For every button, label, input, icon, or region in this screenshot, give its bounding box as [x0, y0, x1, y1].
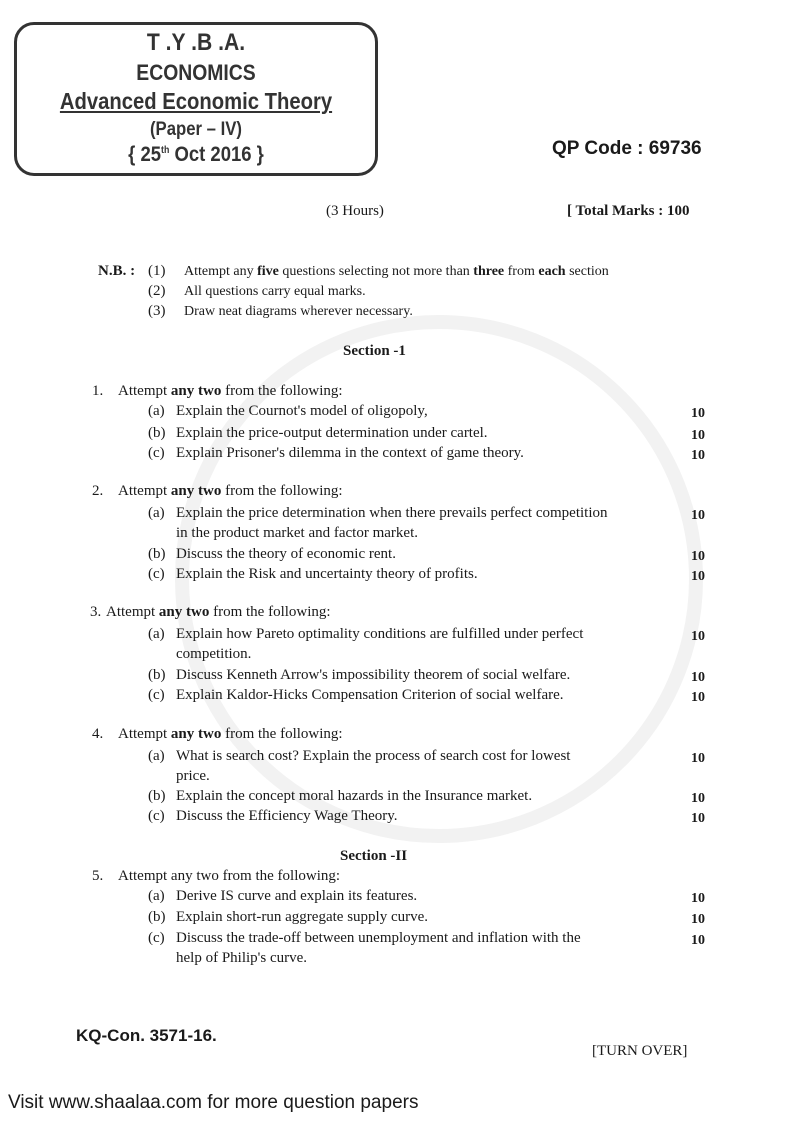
marks: 10: [691, 508, 705, 523]
instruction-part: Attempt: [118, 726, 171, 742]
marks: 10: [691, 549, 705, 564]
question-number: 3.: [90, 604, 102, 620]
instruction-part: any two: [170, 383, 222, 399]
turn-over: [TURN OVER]: [592, 1043, 688, 1059]
sub-question-label: (a): [148, 403, 165, 419]
instruction-part: Attempt any two from the following:: [118, 868, 341, 884]
section-title: Section -II: [340, 848, 408, 864]
paper-title: Advanced Economic Theory: [59, 88, 333, 114]
sub-question-text: What is search cost? Explain the process of search cost for lowest: [176, 748, 571, 764]
question-number: 5.: [92, 868, 104, 884]
sub-question-label: (b): [148, 909, 166, 925]
sub-question-label: (b): [148, 546, 166, 562]
sub-question-label: (a): [148, 748, 165, 764]
exam-date-day: { 25: [128, 143, 162, 166]
marks: 10: [691, 891, 705, 906]
sub-question-text: Discuss the Efficiency Wage Theory.: [176, 808, 398, 824]
sub-question-label: (c): [148, 566, 165, 582]
sub-question-text: help of Philip's curve.: [176, 950, 308, 966]
sub-question-text: Explain the price determination when there prevails perfect competition: [176, 505, 608, 521]
sub-question-text: Explain the Risk and uncertainty theory of profits.: [176, 566, 478, 582]
sub-question-text: competition.: [176, 646, 252, 662]
sub-question-text: in the product market and factor market.: [176, 525, 418, 541]
sub-question-text: Explain how Pareto optimality conditions are fulfilled under perfect: [176, 626, 584, 642]
duration: (3 Hours): [326, 203, 384, 219]
marks: 10: [691, 448, 705, 463]
sub-question-label: (a): [148, 626, 165, 642]
question-instruction: [106, 604, 331, 621]
nb-instruction: [184, 304, 413, 320]
exam-date-suffix: th: [161, 145, 170, 156]
instruction-part: from the following:: [221, 383, 343, 399]
nb-instruction: [184, 264, 609, 280]
exam-date-rest: Oct 2016 }: [169, 143, 264, 166]
marks: 10: [691, 912, 705, 927]
paper-code: KQ-Con. 3571-16.: [76, 1026, 217, 1045]
instruction-part: Attempt: [118, 483, 171, 499]
qp-code: QP Code : 69736: [552, 138, 702, 159]
total-marks: [ Total Marks : 100: [567, 203, 690, 219]
sub-question-label: (a): [148, 505, 165, 521]
course-name: T .Y .B .A.: [146, 29, 246, 56]
question-instruction: [118, 868, 340, 885]
question-number: 1.: [92, 383, 104, 399]
marks: 10: [691, 933, 705, 948]
instruction-part: from the following:: [209, 604, 331, 620]
nb-label: N.B. :: [98, 263, 136, 279]
instruction-part: any two: [170, 483, 222, 499]
nb-text-part: section: [565, 264, 609, 279]
instruction-part: any two: [158, 604, 210, 620]
marks: 10: [691, 791, 705, 806]
nb-text-part: All questions carry equal marks.: [184, 284, 366, 299]
question-instruction: [118, 726, 343, 743]
footer-visit-link[interactable]: Visit www.shaalaa.com for more question papers: [8, 1092, 419, 1113]
marks: 10: [691, 629, 705, 644]
instruction-part: Attempt: [118, 383, 171, 399]
marks: 10: [691, 406, 705, 421]
marks: 10: [691, 811, 705, 826]
sub-question-label: (b): [148, 425, 166, 441]
question-number: 2.: [92, 483, 104, 499]
subject: ECONOMICS: [136, 60, 256, 85]
sub-question-label: (b): [148, 788, 166, 804]
sub-question-text: price.: [176, 768, 210, 784]
sub-question-label: (b): [148, 667, 166, 683]
marks: 10: [691, 751, 705, 766]
sub-question-label: (c): [148, 445, 165, 461]
sub-question-text: Explain short-run aggregate supply curve.: [176, 909, 429, 925]
section-title: Section -1: [343, 343, 406, 359]
nb-number: (1): [148, 263, 166, 279]
sub-question-text: Explain the price-output determination under cartel.: [176, 425, 488, 441]
sub-question-text: Discuss the theory of economic rent.: [176, 546, 396, 562]
sub-question-text: Explain the Cournot's model of oligopoly,: [176, 403, 428, 419]
sub-question-text: Discuss Kenneth Arrow's impossibility theorem of social welfare.: [176, 667, 571, 683]
instruction-part: from the following:: [221, 483, 343, 499]
nb-text-part: three: [473, 264, 505, 279]
sub-question-label: (c): [148, 930, 165, 946]
nb-number: (2): [148, 283, 166, 299]
sub-question-text: Explain the concept moral hazards in the Insurance market.: [176, 788, 533, 804]
sub-question-label: (c): [148, 808, 165, 824]
nb-text-part: Draw neat diagrams wherever necessary.: [184, 304, 413, 319]
question-instruction: [118, 383, 343, 400]
nb-text-part: questions selecting not more than: [278, 264, 474, 279]
exam-date: [38, 144, 353, 166]
sub-question-text: Explain Kaldor-Hicks Compensation Criterion of social welfare.: [176, 687, 564, 703]
question-instruction: [118, 483, 343, 500]
nb-instruction: [184, 284, 366, 300]
marks: 10: [691, 428, 705, 443]
marks: 10: [691, 690, 705, 705]
sub-question-label: (c): [148, 687, 165, 703]
instruction-part: from the following:: [221, 726, 343, 742]
question-number: 4.: [92, 726, 104, 742]
sub-question-text: Explain Prisoner's dilemma in the context of game theory.: [176, 445, 524, 461]
nb-text-part: each: [538, 264, 566, 279]
paper-number: (Paper – IV): [149, 119, 242, 140]
nb-text-part: Attempt any: [184, 264, 258, 279]
nb-number: (3): [148, 303, 166, 319]
marks: 10: [691, 670, 705, 685]
nb-text-part: five: [257, 264, 279, 279]
instruction-part: any two: [170, 726, 222, 742]
marks: 10: [691, 569, 705, 584]
sub-question-text: Derive IS curve and explain its features.: [176, 888, 418, 904]
sub-question-text: Discuss the trade-off between unemployment and inflation with the: [176, 930, 581, 946]
nb-text-part: from: [504, 264, 539, 279]
title-box: [14, 22, 378, 176]
instruction-part: Attempt: [106, 604, 159, 620]
sub-question-label: (a): [148, 888, 165, 904]
